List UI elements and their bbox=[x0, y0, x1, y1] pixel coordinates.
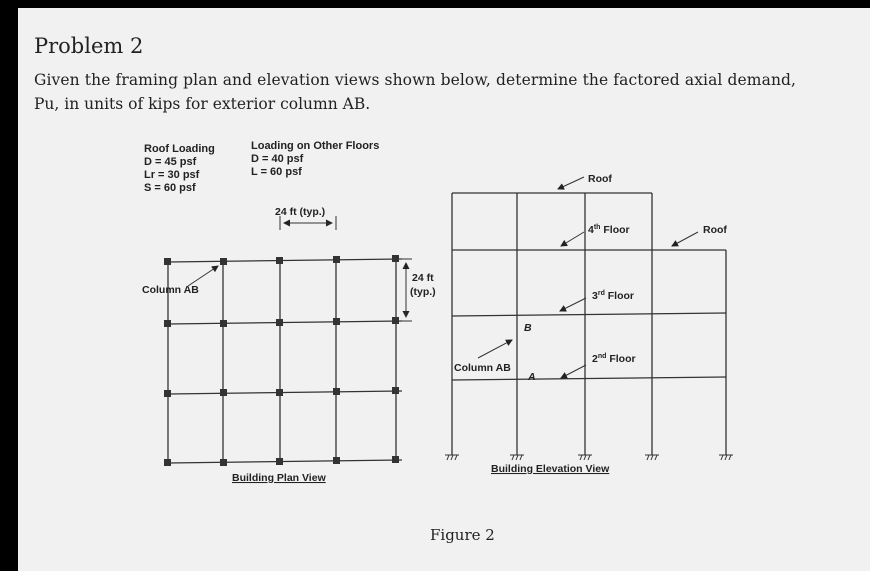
plan-column-node bbox=[333, 256, 340, 263]
plan-column-node bbox=[220, 320, 227, 327]
elevation-floor4-label: 4th Floor bbox=[588, 224, 630, 236]
elevation-roof-low-label: Roof bbox=[703, 224, 727, 236]
figure-caption: Figure 2 bbox=[430, 526, 495, 544]
fixed-support-icon bbox=[510, 455, 524, 460]
problem-sheet bbox=[18, 8, 870, 571]
plan-column-node bbox=[333, 318, 340, 325]
plan-view-caption: Building Plan View bbox=[232, 472, 326, 484]
problem-title: Problem 2 bbox=[34, 34, 144, 58]
floor4-pointer bbox=[561, 232, 584, 246]
plan-column-node bbox=[333, 457, 340, 464]
problem-statement-line2: Pu, in units of kips for exterior column AB. bbox=[34, 95, 371, 113]
elevation-view-caption: Building Elevation View bbox=[491, 463, 610, 475]
plan-column-node bbox=[220, 389, 227, 396]
elevation-roof-high-label: Roof bbox=[588, 173, 612, 185]
plan-column-node bbox=[333, 388, 340, 395]
plan-column-node bbox=[276, 319, 283, 326]
plan-column-node bbox=[276, 389, 283, 396]
elevation-floor3-label: 3rd Floor bbox=[592, 290, 635, 302]
roof-high-pointer bbox=[558, 177, 584, 189]
elevation-point-b: B bbox=[524, 322, 532, 334]
plan-column-node bbox=[392, 387, 399, 394]
problem-statement-line1: Given the framing plan and elevation views shown below, determine the factored axial demand, bbox=[34, 71, 797, 89]
plan-column-node bbox=[164, 258, 171, 265]
plan-column-node bbox=[220, 459, 227, 466]
plan-column-node bbox=[392, 317, 399, 324]
fixed-support-icon bbox=[445, 455, 459, 460]
roof-snow-load: S = 60 psf bbox=[144, 182, 196, 194]
other-floors-heading: Loading on Other Floors bbox=[251, 140, 380, 152]
floor2-pointer bbox=[561, 365, 586, 378]
plan-vertical-spacing-line1: 24 ft bbox=[412, 272, 434, 284]
plan-column-node bbox=[220, 258, 227, 265]
roof-low-pointer bbox=[672, 232, 698, 246]
plan-column-node bbox=[392, 255, 399, 262]
plan-grid bbox=[168, 259, 402, 463]
plan-vertical-spacing-line2: (typ.) bbox=[410, 286, 436, 298]
fixed-support-icon bbox=[645, 455, 659, 460]
drawings-svg bbox=[18, 8, 870, 571]
plan-column-ab-pointer bbox=[188, 266, 218, 286]
floor3-pointer bbox=[560, 298, 586, 311]
roof-live-load: Lr = 30 psf bbox=[144, 169, 200, 181]
fixed-support-icon bbox=[578, 455, 592, 460]
plan-column-node bbox=[276, 458, 283, 465]
plan-column-ab-label: Column AB bbox=[142, 284, 199, 296]
elevation-supports bbox=[445, 455, 733, 460]
plan-column-node bbox=[164, 390, 171, 397]
elevation-column-ab-label: Column AB bbox=[454, 362, 511, 374]
plan-column-node bbox=[164, 459, 171, 466]
elevation-column-ab-pointer bbox=[478, 340, 512, 358]
plan-column-node bbox=[276, 257, 283, 264]
roof-dead-load: D = 45 psf bbox=[144, 156, 197, 168]
plan-column-node bbox=[392, 456, 399, 463]
elevation-floor2-label: 2nd Floor bbox=[592, 353, 636, 365]
roof-loading-heading: Roof Loading bbox=[144, 143, 215, 155]
elevation-point-a: A bbox=[528, 371, 536, 383]
plan-column-node bbox=[164, 320, 171, 327]
other-floors-live-load: L = 60 psf bbox=[251, 166, 302, 178]
other-floors-dead-load: D = 40 psf bbox=[251, 153, 304, 165]
plan-columns bbox=[164, 255, 399, 466]
fixed-support-icon bbox=[719, 455, 733, 460]
plan-spacing-label: 24 ft (typ.) bbox=[275, 206, 326, 218]
